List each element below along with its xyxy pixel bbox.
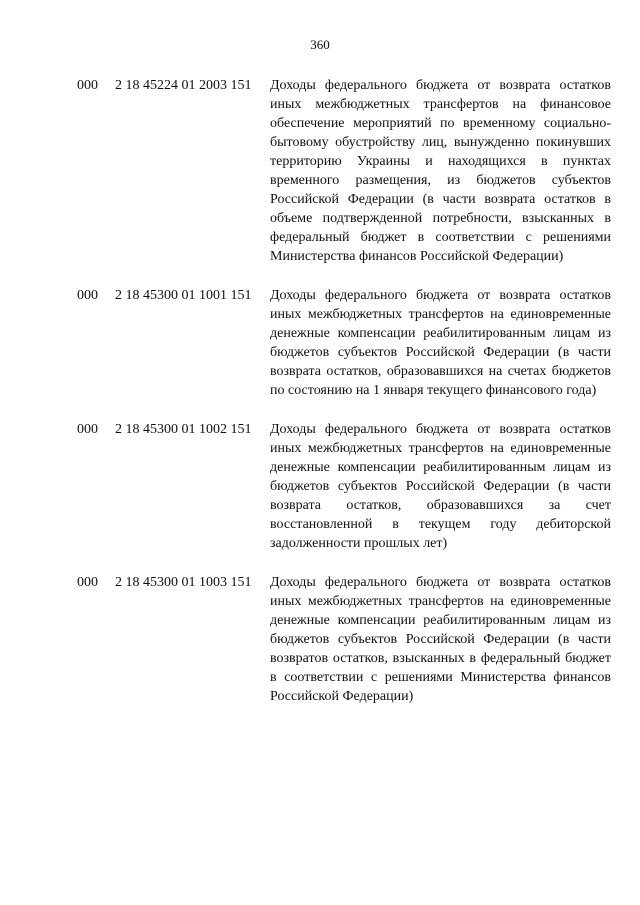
budget-classification-code: 2 18 45300 01 1003 151 bbox=[115, 575, 252, 590]
table-row bbox=[77, 573, 611, 706]
administrator-code: 000 bbox=[77, 288, 98, 303]
budget-code-table bbox=[77, 76, 611, 726]
administrator-code: 000 bbox=[77, 575, 98, 590]
administrator-code: 000 bbox=[77, 422, 98, 437]
table-row bbox=[77, 286, 611, 400]
administrator-code: 000 bbox=[77, 78, 98, 93]
page-number: 360 bbox=[310, 37, 330, 52]
income-description: Доходы федерального бюджета от возврата остатков иных межбюджетных трансфертов на единовременные денежные компенсации реабилитированным лицам из бюджетов субъектов Российской Федерации (в части возврата остатков, образовавшихся за счет восстановленной в текущем году дебиторской задолженности прошлых лет) bbox=[270, 422, 611, 551]
budget-classification-code: 2 18 45224 01 2003 151 bbox=[115, 78, 252, 93]
budget-classification-code: 2 18 45300 01 1001 151 bbox=[115, 288, 252, 303]
table-row bbox=[77, 76, 611, 266]
income-description: Доходы федерального бюджета от возврата остатков иных межбюджетных трансфертов на единовременные денежные компенсации реабилитированным лицам из бюджетов субъектов Российской Федерации (в части возврата остатков, образовавшихся на счетах бюджетов по состоянию на 1 января текущего финансового года) bbox=[270, 288, 611, 398]
budget-classification-code: 2 18 45300 01 1002 151 bbox=[115, 422, 252, 437]
income-description: Доходы федерального бюджета от возврата остатков иных межбюджетных трансфертов на финансовое обеспечение мероприятий по временному социально-бытовому обустройству лиц, вынужденно покинувших территорию Украины и находящихся в пунктах временного размещения, из бюджетов субъектов Российской Федерации (в части возврата остатков в объеме подтвержденной потребности, взысканных в федеральный бюджет в соответствии с решениями Министерства финансов Российской Федерации) bbox=[270, 78, 611, 264]
income-description: Доходы федерального бюджета от возврата остатков иных межбюджетных трансфертов на единовременные денежные компенсации реабилитированным лицам из бюджетов субъектов Российской Федерации (в части возвратов остатков, взысканных в федеральный бюджет в соответствии с решениями Министерства финансов Российской Федерации) bbox=[270, 575, 611, 704]
table-row bbox=[77, 420, 611, 553]
